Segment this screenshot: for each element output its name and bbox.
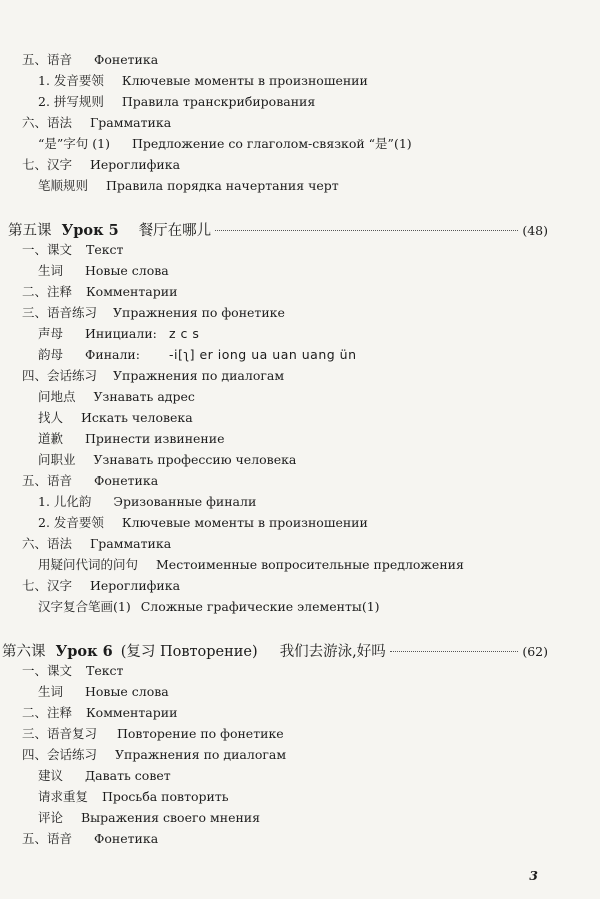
toc-entry-russian: Сложные графические элементы(1) [140,599,380,614]
lesson-5-heading[interactable] [8,219,548,239]
toc-entry-chinese: 笔顺规则 [38,178,89,193]
toc-entry-russian: Текст [86,663,124,678]
toc-entry-chinese: 五、语音 [22,473,73,488]
toc-entry [38,684,169,700]
lesson-number-chinese: 第五课 [8,223,52,239]
toc-entry [38,515,368,531]
toc-entry-chinese: 1. 儿化韵 [38,494,92,509]
toc-entry [38,768,171,784]
toc-entry-chinese: 评论 [38,810,64,825]
lesson-page-number: (48) [522,223,548,238]
toc-entry [38,326,199,342]
toc-entry-russian: Искать человека [81,410,193,425]
toc-entry-chinese: 汉字复合笔画(1) [38,599,131,614]
lesson-6-heading[interactable] [2,640,548,660]
toc-entry-russian: Узнавать адрес [93,389,195,404]
toc-entry-russian: Упражнения по фонетике [113,305,285,320]
dot-leader [390,651,519,652]
toc-entry-russian: Ключевые моменты в произношении [121,515,368,530]
toc-entry [38,178,339,194]
toc-entry-russian: Грамматика [90,536,172,551]
lesson-number-russian: Урок 5 [61,222,119,239]
toc-entry [22,705,177,721]
toc-entry-russian: Финали: [85,347,140,362]
toc-entry-chinese: 问地点 [38,389,76,404]
toc-entry [22,473,158,489]
toc-entry [38,263,169,279]
toc-entry-russian: Новые слова [85,263,169,278]
toc-entry-russian: Фонетика [94,52,159,67]
toc-entry-russian: Иероглифика [90,157,181,172]
toc-entry-russian: Упражнения по диалогам [115,747,287,762]
toc-entry-chinese: 声母 [38,326,64,341]
toc-entry-chinese: 生词 [38,263,64,278]
toc-entry [22,726,284,742]
toc-entry-russian: Правила порядка начертания черт [106,178,339,193]
toc-entry-chinese: 六、语法 [22,536,73,551]
toc-entry-chinese: 用疑问代词的问句 [38,557,139,572]
toc-entry [22,536,171,552]
toc-entry-russian: Давать совет [85,768,171,783]
toc-entry-chinese: 问职业 [38,452,76,467]
dot-leader [215,230,518,231]
toc-entry [38,789,229,805]
review-label: (复习 Повторение) [120,644,258,660]
toc-entry-russian: Упражнения по диалогам [113,368,285,383]
toc-entry-russian: Текст [86,242,124,257]
toc-entry [38,494,256,510]
toc-entry-chinese: 生词 [38,684,64,699]
toc-entry [22,305,285,321]
toc-entry-chinese: 二、注释 [22,705,73,720]
toc-entry [38,599,380,615]
lesson-number-chinese: 第六课 [2,644,46,660]
toc-entry-chinese: 一、课文 [22,663,73,678]
toc-entry-chinese: 五、语音 [22,52,73,67]
toc-entry-chinese: 韵母 [38,347,64,362]
toc-entry-chinese: 四、会话练习 [22,368,98,383]
toc-entry-russian: Правила транскрибирования [121,94,316,109]
pinyin-finals: -i[ʅ] er iong ua uan uang ün [168,347,357,362]
toc-entry-russian: Инициали: [85,326,157,341]
lesson-title: 餐厅在哪儿 [138,223,212,239]
toc-entry-chinese: 一、课文 [22,242,73,257]
toc-entry-chinese: 道歉 [38,431,64,446]
toc-entry-russian: Иероглифика [90,578,181,593]
toc-entry [38,94,315,110]
toc-entry [22,242,123,258]
toc-entry [22,578,180,594]
toc-entry-chinese: “是”字句 (1) [38,136,110,151]
toc-entry-chinese: 六、语法 [22,115,73,130]
toc-entry-chinese: 请求重复 [38,789,89,804]
toc-entry [22,115,171,131]
pinyin-initials: z c s [168,326,200,341]
toc-entry-russian: Эризованные финали [113,494,257,509]
toc-entry-chinese: 三、语音练习 [22,305,98,320]
toc-entry [22,284,177,300]
toc-entry-russian: Ключевые моменты в произношении [121,73,368,88]
toc-entry [22,663,123,679]
toc-entry-chinese: 三、语音复习 [22,726,98,741]
toc-entry-chinese: 建议 [38,768,64,783]
toc-entry [22,157,180,173]
toc-entry [22,52,158,68]
toc-entry [38,389,195,405]
toc-entry-chinese: 2. 拼写规则 [38,94,104,109]
toc-entry [38,410,193,426]
toc-entry [38,136,412,152]
toc-entry-russian: Местоименные вопросительные предложения [156,557,464,572]
toc-entry-chinese: 1. 发音要领 [38,73,104,88]
toc-entry-russian: Выражения своего мнения [81,810,261,825]
toc-entry [38,557,464,573]
toc-entry-russian: Фонетика [94,831,159,846]
toc-entry-russian: Фонетика [94,473,159,488]
toc-entry-chinese: 找人 [38,410,64,425]
toc-entry-russian: Грамматика [90,115,172,130]
toc-entry-russian: Комментарии [86,284,178,299]
toc-entry-russian: Повторение по фонетике [117,726,284,741]
toc-entry-chinese: 二、注释 [22,284,73,299]
toc-entry-chinese: 四、会话练习 [22,747,98,762]
toc-entry-chinese: 2. 发音要领 [38,515,104,530]
toc-entry-russian: Новые слова [85,684,169,699]
toc-entry-chinese: 七、汉字 [22,578,73,593]
toc-entry [22,368,284,384]
toc-entry [38,347,357,363]
lesson-title: 我们去游泳,好吗 [279,644,386,660]
toc-entry [38,73,368,89]
toc-entry [38,810,260,826]
toc-entry-russian: Узнавать профессию человека [93,452,297,467]
toc-entry-russian: Принести извинение [85,431,225,446]
toc-entry [22,747,286,763]
toc-entry [22,831,158,847]
toc-entry-chinese: 五、语音 [22,831,73,846]
toc-entry-russian: Комментарии [86,705,178,720]
page-number: 3 [529,868,538,883]
toc-entry-chinese: 七、汉字 [22,157,73,172]
toc-entry [38,431,225,447]
toc-entry [38,452,296,468]
toc-entry-russian: Предложение со глаголом-связкой “是”(1) [131,136,412,151]
lesson-number-russian: Урок 6 [55,643,113,660]
toc-entry-russian: Просьба повторить [102,789,229,804]
lesson-page-number: (62) [522,644,548,659]
